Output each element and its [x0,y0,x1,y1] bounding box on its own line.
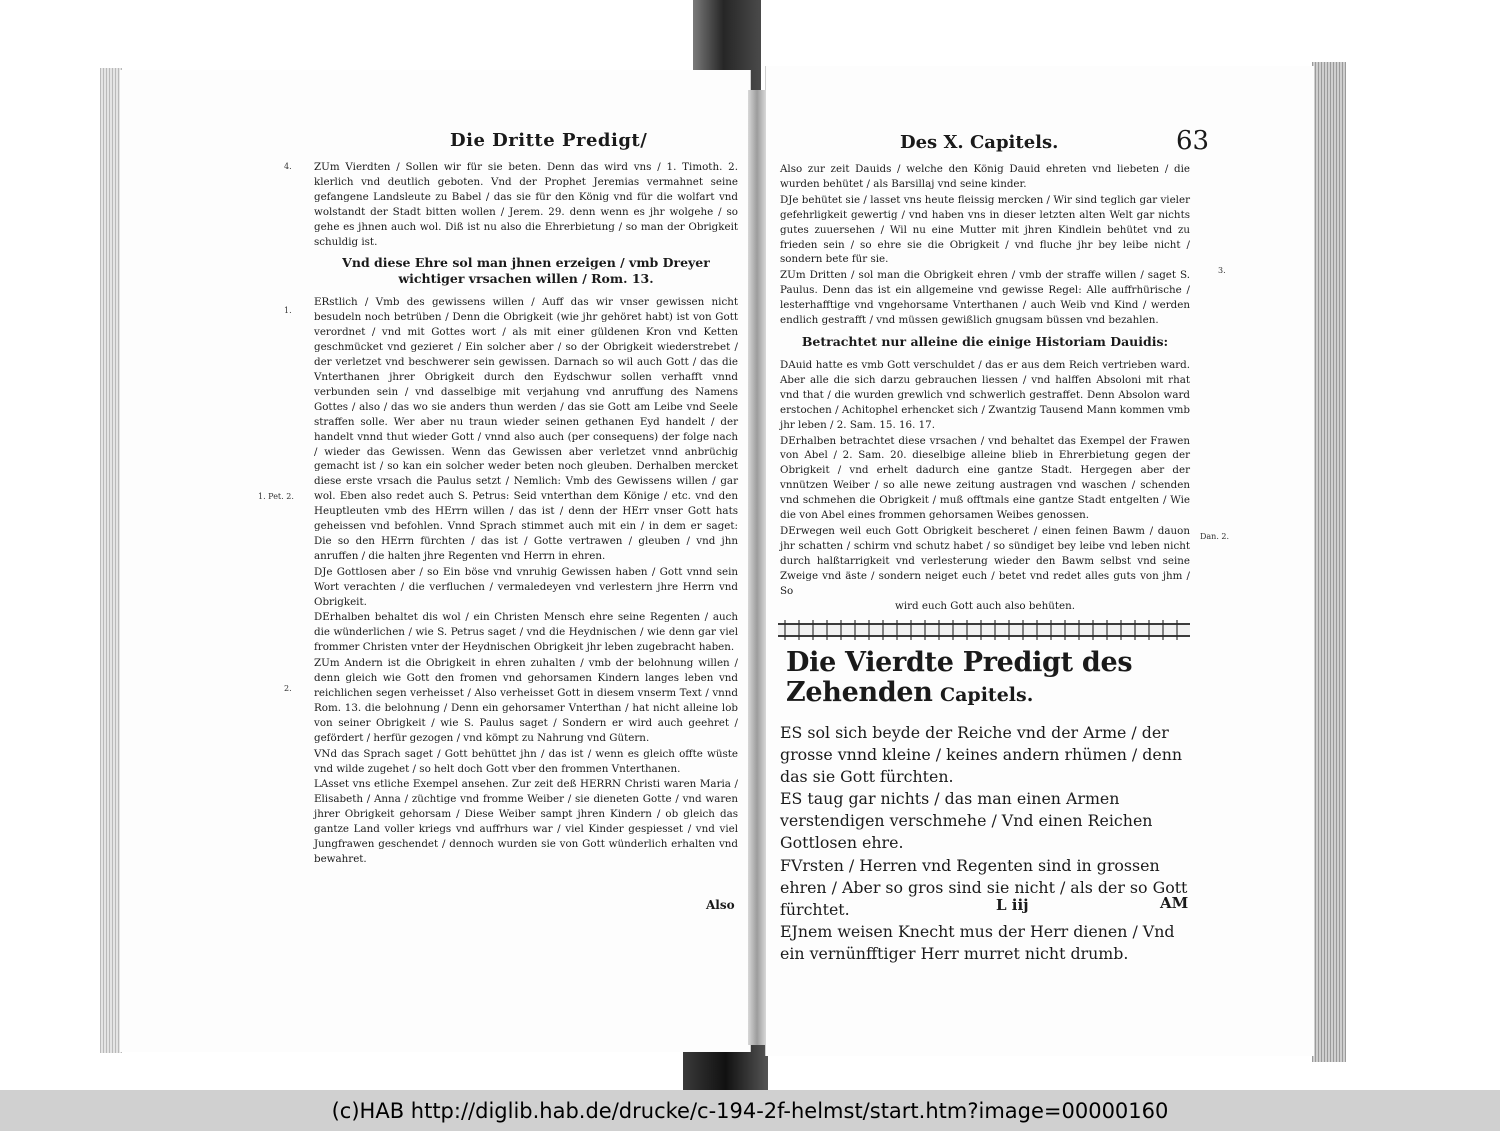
copyright-url: (c)HAB http://diglib.hab.de/drucke/c-194-2f-helmst/start.htm?image=00000160 [331,1098,1169,1123]
paragraph: ZUm Dritten / sol man die Obrigkeit ehren / vmb der straffe willen / saget S. Paulus. Denn das ist ein allgemeine vnd gewisse Regel: Alle auffrhürische / lesterhafftige vnd vngehorsame Vnterthanen / auch Weib vnd Kind / werden endlich gestrafft / vnd müssen gewißlich gnugsam büssen vnd bezahlen. [780,269,1190,327]
section-heading: Vnd diese Ehre sol man jhnen erzeigen / vmb Dreyer wichtiger vrsachen willen / Rom. 13. [342,255,710,287]
footer-bar [0,1090,1500,1131]
sermon-subtitle: Capitels. [940,684,1034,706]
right-running-header: Des X. Capitels. [900,132,1059,153]
paragraph: ERstlich / Vmb des gewissens willen / Auff das wir vnser gewissen nicht besudeln noch betrüben / Denn die Obrigkeit (wie jhr gehöret habt) ist von Gott verordnet / vnd mit Gottes wort / als mit einer güldenen Kron vnd Ketten geschmücket vnd gezieret / Ein solcher aber / so der Obrigkeit wiederstrebet / der verletzet vnd beschwerer sein gewissen. Darnach so wil auch Gott / das die Vnterthanen jhrer Obrigkeit durch den Eydschwur sollen verhafft vnnd verbunden sein / vnd dasselbige mit verjahung vnd anruffung des Namens Gottes / also / das wo sie anders thun werden / das sie Gott am Leibe vnd Seele straffen solle. Wer aber nu traun wieder seinen gethanen Eyd handelt / der handelt vnnd thut wieder Gott / vnnd also auch (per consequens) der folge nach / wieder das Gewissen. Wenn das Gewissen aber verletzet vnnd anbrüchig gemacht ist / so kan ein solcher weder beten noch gleuben. Derhalben mercket diese erste vrsach die Paulus setzt / Nemlich: Vmb des Gewissens willen / gar wol. Eben also redet auch S. Petrus: Seid vnterthan dem Könige / etc. vnd den Heuptleuten vmb des HErrn willen / das ist / denn der HErr vnser Gott hats geheissen vnd befohlen. Vnnd Sprach stimmet auch mit ein / in dem er saget: Die so den HErrn fürchten / das ist / Gotte vertrawen / gleuben / vnd jhn anruffen / die halten jhre Regenten vnd Herrn in ehren. [314,296,738,562]
left-running-header: Die Dritte Predigt/ [450,130,648,151]
left-page-edges [100,68,122,1053]
closing-line: wird euch Gott auch also behüten. [895,600,1075,613]
paragraph: DJe Gottlosen aber / so Ein böse vnd vnruhig Gewissen haben / Gott vnnd sein Wort verachten / die verfluchen / vermaledeyen vnd verlestern jhre Herrn vnd Obrigkeit. [314,565,738,608]
signature-mark: L iij [996,896,1029,914]
ornament-band [778,620,1190,640]
page-number: 63 [1176,126,1210,156]
paragraph: VNd das Sprach saget / Gott behüttet jhn / das ist / wenn es gleich offte wüste vnd wilde zugehet / so helt doch Gott vber den frommen Vnterthanen. [314,747,738,775]
verse: ES sol sich beyde der Reiche vnd der Arme / der grosse vnnd kleine / keines andern rhümen / denn das sie Gott fürchten. [780,723,1183,787]
margin-note: 1. [284,306,292,315]
scripture-verses [780,722,1200,965]
verse: FVrsten / Herren vnd Regenten sind in grossen ehren / Aber so gros sind sie nicht / als der so Gott fürchtet. [780,855,1188,919]
verse: ES taug gar nichts / das man einen Armen verstendigen verschmehe / Vnd einen Reichen Gottlosen ehre. [780,789,1153,853]
paragraph: DErhalben behaltet dis wol / ein Christen Mensch ehre seine Regenten / auch die wünderlichen / wie S. Petrus saget / vnd die Heydnischen / wie denn gar viel frommer Christen vnter der Heydnischen Obrigkeit jhr leben zugebracht haben. [314,611,738,654]
sermon-title: Die Vierdte Predigt des Zehenden [786,647,1133,708]
paragraph: LAsset vns etliche Exempel ansehen. Zur zeit deß HERRN Christi waren Maria / Elisabeth / Anna / züchtige vnd fromme Weiber / sie dieneten Gotte / vnd waren jhrer Obrigkeit gehorsam / Diese Weiber sampt jhren Kindern / ob gleich das gantze Land voller kriegs vnd auffrhurs war / viel Kinder gespiesset / vnd viel Jungfrawen geschendet / dennoch wurden sie von Gott wünderlich erhalten vnd bewahret. [314,778,738,865]
margin-note: 2. [284,684,292,693]
left-text-block [314,160,738,868]
right-text-block [780,162,1190,615]
margin-note: 1. Pet. 2. [258,492,294,501]
margin-note: Dan. 2. [1200,532,1230,541]
right-catchword: AM [1160,894,1189,912]
section-heading: Betrachtet nur alleine die einige Historiam Dauidis: [801,333,1169,349]
paragraph: DErhalben betrachtet diese vrsachen / vnd behaltet das Exempel der Frawen von Abel / 2. Sam. 20. dieselbige alleine blieb in Ehrerbietung gegen der Obrigkeit / vnd erhelt dadurch eine gantze Stadt. Hergegen aber der vnnützen Weiber / so alle newe zeitung austragen vnd waschen / schenden vnd schmehen die Obrigkeit / muß offtmals eine gantze Stadt entgelten / Wie die von Abel eines frommen gehorsamen Weibes genossen. [780,434,1190,522]
paragraph: Also zur zeit Dauids / welche den König Dauid ehreten vnd liebeten / die wurden behütet / als Barsillaj vnd seine kinder. [780,163,1190,190]
paragraph: DErwegen weil euch Gott Obrigkeit bescheret / einen feinen Bawm / dauon jhr schatten / schirm vnd schutz habet / so sündiget bey leibe vnd leben nicht durch halßtarrigkeit vnd verlesterung wieder den Bawm selbst vnd seine Zweige vnd äste / sondern neiget euch / betet vnd redet alles guts von jhm / So [780,524,1190,597]
margin-note: 4. [284,162,292,171]
right-page-edges [1312,62,1346,1062]
paragraph: ZUm Andern ist die Obrigkeit in ehren zuhalten / vmb der belohnung willen / denn gleich wie Gott den fromen vnd gehorsamen Kindern langes leben vnd reichlichen segen verheisset / Also verheisset Gott in diesem vnserm Text / vnnd Rom. 13. die belohnung / Denn ein gehorsamer Vnterthan / hat nicht alleine lob von seiner Obrigkeit / wie S. Paulus saget / Sondern er wird auch geehret / gefördert / herfür gezogen / vnd kömpt zu Nahrung vnd Gütern. [314,657,738,744]
paragraph: DJe behütet sie / lasset vns heute fleissig mercken / Wir sind teglich gar vieler gefehrligkeit gewertig / vnd haben vns in dieser letzten alten Welt gar nichts gutes zuuersehen / Wil nu eine Mutter mit jhren Kindlein behütet vnd zu frieden sein / so ehre sie die Obrigkeit / vnd fluche jhr bey leibe nicht / sondern bete für sie. [780,193,1190,266]
left-catchword: Also [706,898,735,912]
margin-note: 3. [1218,266,1226,275]
paragraph: ZUm Vierdten / Sollen wir für sie beten. Denn das wird vns / 1. Timoth. 2. klerlich vnd deutlich geboten. Vnd der Prophet Jeremias vermahnet seine gefangene Landsleute zu Babel / das sie für den König vnd für die wolfart vnd wolstandt der Stadt bitten wollen / Jerem. 29. denn wenn es jhr wolgehe / so gehe es jhnen auch wol. Diß ist nu also die Ehrerbietung / so man der Obrigkeit schuldig ist. [314,161,738,248]
gutter-shadow [748,90,766,1045]
verse: EJnem weisen Knecht mus der Herr dienen / Vnd ein vernünfftiger Herr murret nicht drumb. [780,921,1175,963]
paragraph: DAuid hatte es vmb Gott verschuldet / das er aus dem Reich vertrieben ward. Aber alle die sich darzu gebrauchen liessen / vnd halffen Absoloni mit rhat vnd that / die wurden grewlich vnd schwerlich gestraffet. Denn Absolon ward erstochen / Achitophel erhencket sich / Zwantzig Tausend Mann kommen vmb jhr leben / 2. Sam. 15. 16. 17. [780,358,1190,431]
